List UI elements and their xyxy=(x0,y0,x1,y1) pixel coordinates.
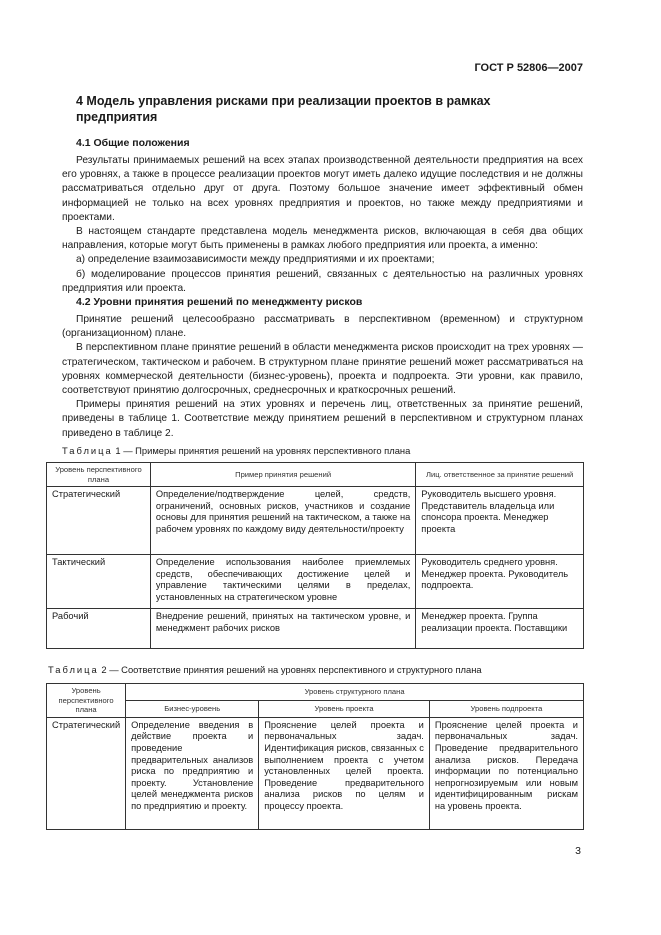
table-cell: Прояснение целей проекта и первоначальных задач. Идентификация рисков, связанных с выполнением проекта с учетом установленных целей проекта. Проведение предварительного анализа рисков по целям и процессу проекта. xyxy=(259,717,430,829)
table-cell: Определение использования наиболее приемлемых средств, обеспечивающих достижение целей и управление тактическими целями в пределах, установленных на стратегическом уровне xyxy=(150,555,415,609)
table1-caption xyxy=(62,445,410,456)
table-row xyxy=(47,487,584,555)
subsection-title-4-1: 4.1 Общие положения xyxy=(76,137,190,149)
column-header: Уровень перспективного плана xyxy=(47,684,126,718)
table-header-row xyxy=(47,700,584,717)
subsection-title-4-2: 4.2 Уровни принятия решений по менеджменту рисков xyxy=(76,296,363,308)
table-cell: Прояснение целей проекта и первоначальных задач. Проведение предварительного анализа рисков. Передача информации по потенциально непрогнозируемым или новым идентифицированным рискам на уровень проекта. xyxy=(429,717,583,829)
table-cell: Менеджер проекта. Группа реализации проекта. Поставщики xyxy=(416,609,584,649)
list-item: а) определение взаимозависимости между предприятиями и их проектами; xyxy=(76,254,435,266)
table-cell: Руководитель высшего уровня. Представитель владельца или спонсора проекта. Менеджер проекта xyxy=(416,487,584,555)
table2 xyxy=(46,683,584,830)
list-item: б) моделирование процессов принятия решений, связанных с деятельностью на различных уровнях предприятия или проекта. xyxy=(62,268,583,294)
column-header: Бизнес-уровень xyxy=(126,700,259,717)
table2-caption xyxy=(48,664,482,675)
table-cell: Внедрение решений, принятых на тактическом уровне, и менеджмент рабочих рисков xyxy=(150,609,415,649)
caption-text: 1 — Примеры принятия решений на уровнях перспективного плана xyxy=(115,445,411,456)
table-header-row xyxy=(47,684,584,701)
column-header: Уровень подпроекта xyxy=(429,700,583,717)
table-cell: Стратегический xyxy=(47,717,126,829)
paragraph: Примеры принятия решений на этих уровнях и перечень лиц, ответственных за принятие решений, приведены в таблице 1. Соответствие между принятием решений в перспективном и структурном планах приведено в таблице 2. xyxy=(62,399,583,439)
table-row xyxy=(47,555,584,609)
caption-word: Таблица xyxy=(48,664,99,675)
table-cell: Тактический xyxy=(47,555,151,609)
table-cell: Руководитель среднего уровня. Менеджер проекта. Руководитель подпроекта. xyxy=(416,555,584,609)
paragraph: Результаты принимаемых решений на всех этапах производственной деятельности предприятия на всех его уровнях, а также в процессе реализации проектов могут иметь далеко идущие последствия и не должны рассматриваться отдельно друг от друга. Поэтому большое значение имеет эффективный обмен информацией не только на всех уровнях предприятия и проектов, но также между предприятиями и проектами. xyxy=(62,155,583,223)
table1 xyxy=(46,462,584,649)
table-cell: Определение введения в действие проекта и проведение предварительных анализов риска по предприятию и проекту. Установление целей менеджмента рисков по предприятию и проекту. xyxy=(126,717,259,829)
column-header: Лиц. ответственное за принятие решений xyxy=(416,463,584,487)
table-cell: Определение/подтверждение целей, средств, ограничений, основных рисков, участников и создание основы для принятия решений на тактическом, а также на рабочем уровнях по каждому виду деятельности/проекту xyxy=(150,487,415,555)
section-4-1-body xyxy=(62,154,583,296)
caption-text: 2 — Соответствие принятия решений на уровнях перспективного и структурного плана xyxy=(101,664,482,675)
caption-word: Таблица xyxy=(62,445,113,456)
paragraph: В перспективном плане принятие решений в области менеджмента рисков происходит на трех уровнях — стратегическом, тактическом и рабочем. В структурном плане принятие решений может рассматриваться на уровнях коммерческой деятельности (бизнес-уровень), проекта и подпроекта. Эти уровни, как правило, соответствуют принятию долгосрочных, среднесрочных и краткосрочных решений. xyxy=(62,342,583,397)
section-title: 4 Модель управления рисками при реализации проектов в рамках предприятия xyxy=(76,94,491,124)
section-4-2-body xyxy=(62,313,583,441)
column-header: Уровень проекта xyxy=(259,700,430,717)
table-row xyxy=(47,609,584,649)
column-header: Уровень структурного плана xyxy=(126,684,584,701)
column-header: Уровень перспективного плана xyxy=(47,463,151,487)
table-header-row xyxy=(47,463,584,487)
table-cell: Рабочий xyxy=(47,609,151,649)
table-row xyxy=(47,717,584,829)
paragraph: В настоящем стандарте представлена модель менеджмента рисков, включающая в себя два общих направления, которые могут быть применены в рамках любого предприятия или проекта, а именно: xyxy=(62,226,583,252)
column-header: Пример принятия решений xyxy=(150,463,415,487)
table-cell: Стратегический xyxy=(47,487,151,555)
paragraph: Принятие решений целесообразно рассматривать в перспективном (временном) и структурном (организационном) плане. xyxy=(62,314,583,340)
standard-number: ГОСТ Р 52806—2007 xyxy=(474,62,583,74)
page-number: 3 xyxy=(575,845,581,857)
